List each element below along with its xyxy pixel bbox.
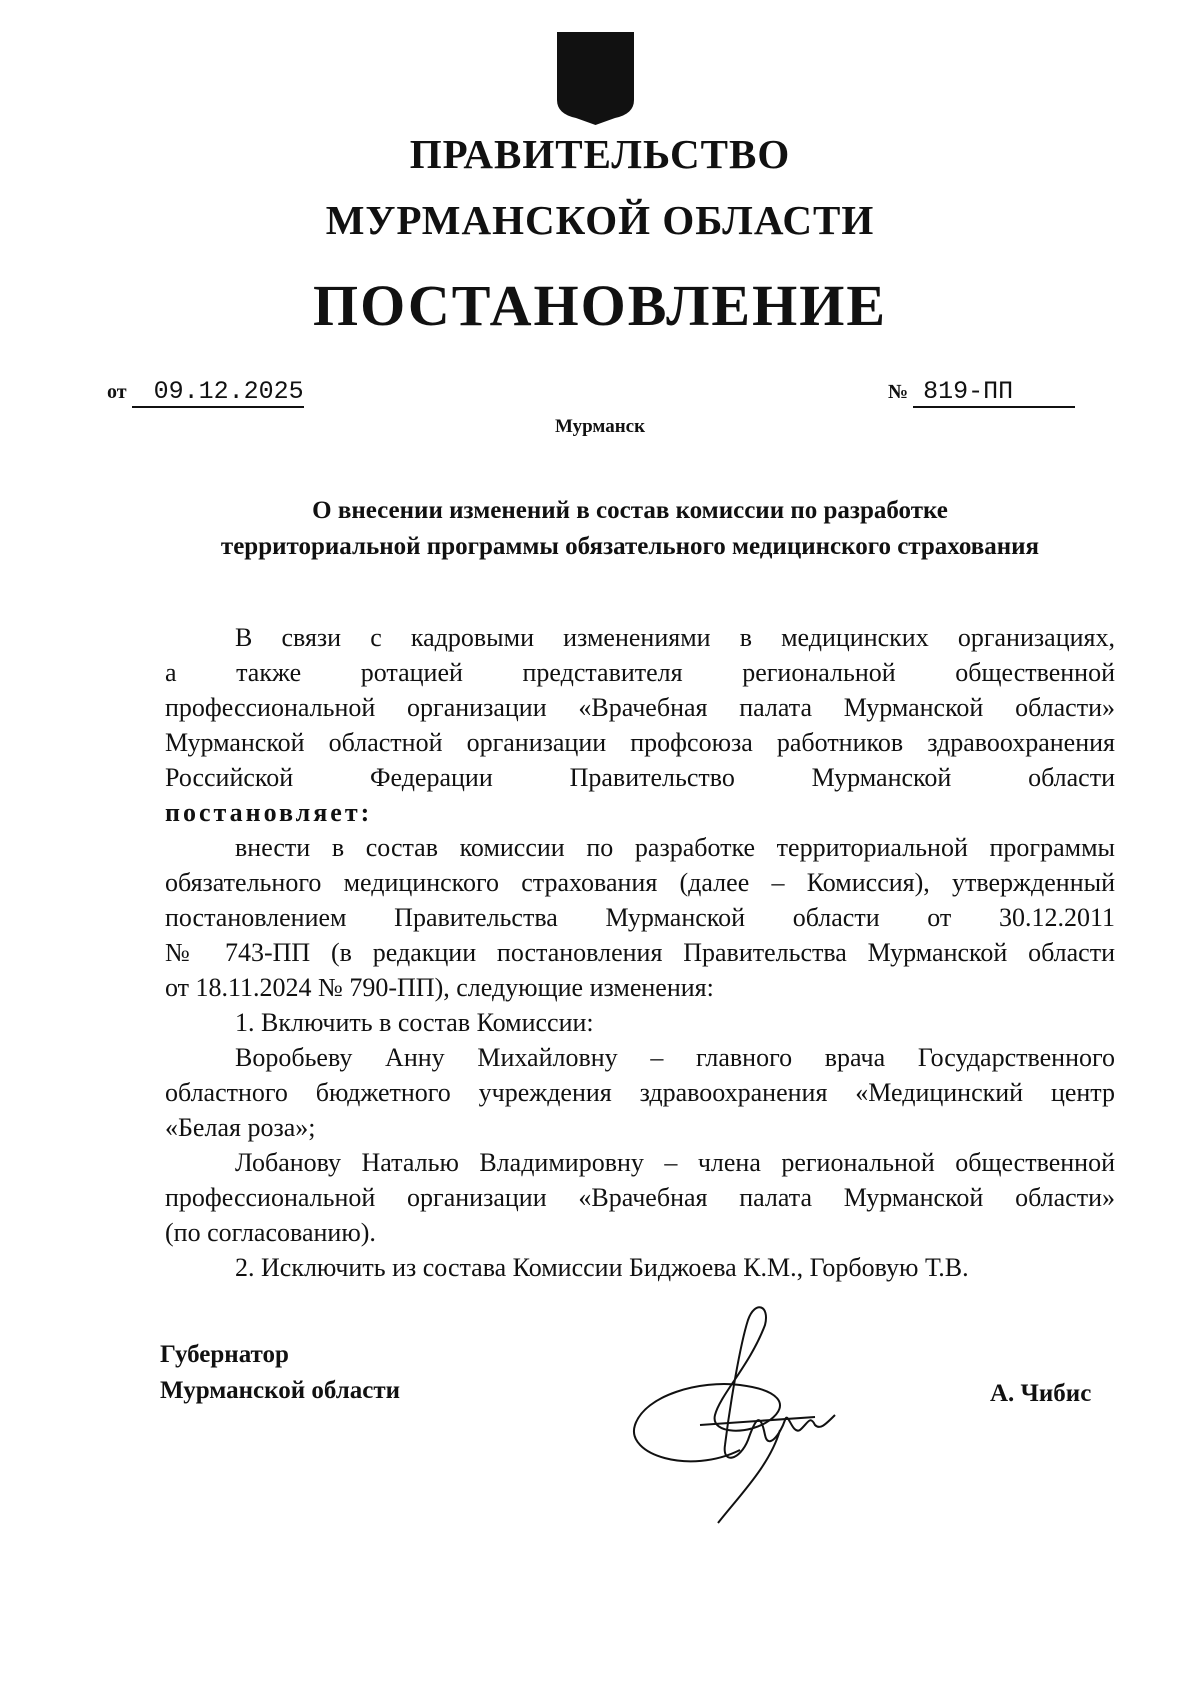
number-value: 819-ПП [913, 377, 1075, 408]
body-line: Воробьеву Анну Михайловну – главного врача Государственного [235, 1043, 1115, 1072]
body-item-2: 2. Исключить из состава Комиссии Биджоева К.М., Горбовую Т.В. [235, 1253, 969, 1282]
coat-of-arms-emblem [555, 30, 636, 126]
number-label: № [888, 381, 909, 403]
signer-position-line1: Губернатор [160, 1341, 289, 1368]
city: Мурманск [554, 416, 646, 437]
signer-name: А. Чибис [990, 1380, 1092, 1407]
body-line: постановлением Правительства Мурманской области от 30.12.2011 [165, 903, 1115, 932]
body-line: а также ротацией представителя региональной общественной [165, 658, 1115, 687]
document-subject [130, 493, 1130, 565]
body-line: обязательного медицинского страхования (далее – Комиссия), утвержденный [165, 868, 1115, 897]
government-title-line1: ПРАВИТЕЛЬСТВО [409, 131, 791, 177]
body-line: областного бюджетного учреждения здравоохранения «Медицинский центр [165, 1078, 1115, 1107]
date-label: от [107, 381, 127, 403]
body-line: «Белая роза»; [165, 1113, 316, 1142]
body-line: внести в состав комиссии по разработке территориальной программы [235, 833, 1115, 862]
body-line: (по согласованию). [165, 1218, 376, 1247]
document-date [107, 377, 304, 408]
date-value: 09.12.2025 [132, 377, 304, 408]
body-line: профессиональной организации «Врачебная палата Мурманской области» [165, 693, 1115, 722]
government-title-line2: МУРМАНСКОЙ ОБЛАСТИ [325, 197, 875, 243]
body-line: Мурманской областной организации профсоюза работников здравоохранения [165, 728, 1115, 757]
signer-position [160, 1337, 400, 1409]
handwritten-signature [630, 1285, 870, 1525]
body-line: В связи с кадровыми изменениями в медицинских организациях, [235, 623, 1115, 652]
signer-position-line2: Мурманской области [160, 1377, 401, 1404]
document-number [888, 377, 1075, 408]
document-body [165, 620, 1115, 1285]
body-line: Российской Федерации Правительство Мурманской области [165, 763, 1115, 792]
document-type: ПОСТАНОВЛЕНИЕ [312, 273, 888, 338]
body-line: профессиональной организации «Врачебная палата Мурманской области» [165, 1183, 1115, 1212]
body-line: Лобанову Наталью Владимировну – члена региональной общественной [235, 1148, 1115, 1177]
body-line: № 743-ПП (в редакции постановления Правительства Мурманской области [165, 938, 1115, 967]
subject-line2: территориальной программы обязательного медицинского страхования [220, 533, 1040, 560]
subject-line1: О внесении изменений в состав комиссии по разработке [312, 497, 948, 524]
body-line: от 18.11.2024 № 790-ПП), следующие изменения: [165, 973, 714, 1002]
body-item-1: 1. Включить в состав Комиссии: [235, 1008, 594, 1037]
body-resolution-word: постановляет: [165, 798, 373, 827]
